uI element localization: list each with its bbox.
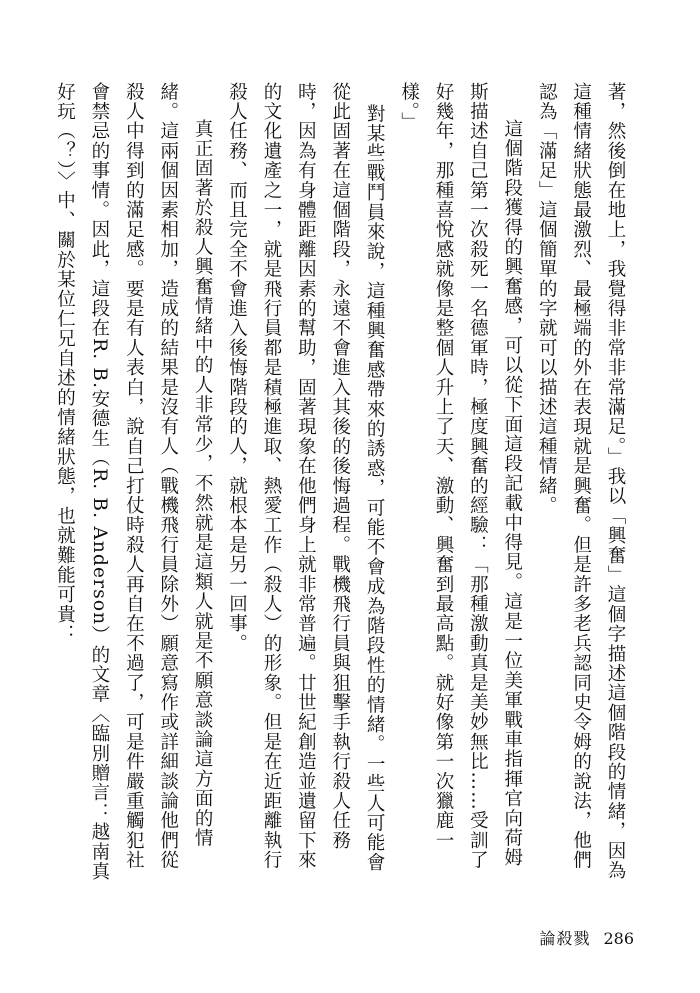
paragraph-fixation: 對某些戰鬥員來說，這種興奮感帶來的誘惑，可能不會成為階段性的情緒。一些人可能會從此固著在這個階段，永遠不會進入其後的後悔過程。戰機飛行員與狙擊手執行殺人任務時，因為有身體距離因素的幫助，固著現象在他們身上就非常普遍。廿世紀創造並遺留下來的文化遺產之一，就是飛行員都是積極進取、熱愛工作（殺人）的形象。但是在近距離執行殺人任務、而且完全不會進入後悔階段的人，就根本是另一回事。 [226, 82, 386, 873]
running-title: 論殺戮 [539, 929, 591, 948]
page-footer [539, 926, 634, 949]
paragraph-continuation: 著，然後倒在地上，我覺得非常非常滿足。」我以「興奮」這個字描述這個階段的情緒，因為這種情緒狀態最激烈、最極端的外在表現就是興奮。但是許多老兵認同史令姆的說法，他們認為「滿足」這個簡單的字就可以描述這種情緒。 [536, 82, 626, 881]
vertical-text-body [47, 82, 632, 882]
paragraph-excitement: 這個階段獲得的興奮感，可以從下面這段記載中得見。這是一位美軍戰車指揮官向荷姆斯描述自己第一次殺死一名德軍時，極度興奮的經驗：「那種激動真是美妙無比……受訓了好幾年，那種喜悅感就像是整個人升上了天、激動、興奮到最高點。就好像第一次獵鹿一樣。」 [398, 82, 523, 870]
page-number: 286 [603, 929, 634, 948]
paragraph-taboo: 真正固著於殺人興奮情緒中的人非常少，不然就是這類人就是不願意談論這方面的情緒。這兩個因素相加，造成的結果是沒有人（戰機飛行員除外）願意寫作或詳細談論他們從殺人中得到的滿足感。要是有人表白，說自己打仗時殺人再自在不過了，可是件嚴重觸犯社會禁忌的事情。因此，這段在R. B.安德生（R. B. Anderson）的文章〈臨別贈言：越南真好玩（？）〉中、關於某位仁兄自述的情緒狀態，也就難能可貴： [54, 82, 214, 882]
